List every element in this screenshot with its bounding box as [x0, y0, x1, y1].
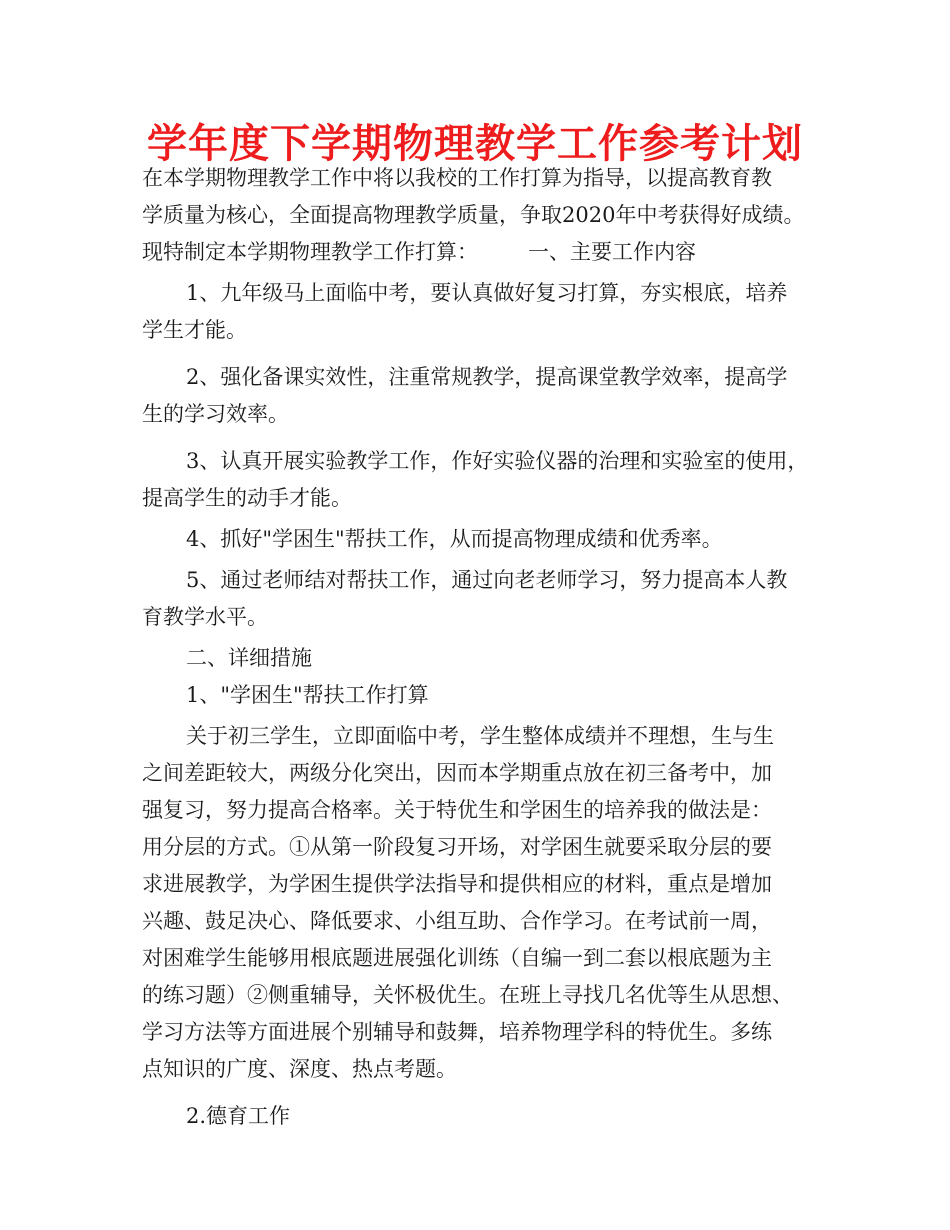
- paragraph-line: 之间差距较大，两级分化突出，因而本学期重点放在初三备考中，加: [142, 761, 772, 785]
- list-item-5-cont: 育教学水平。: [142, 605, 268, 629]
- paragraph-line: 关于初三学生，立即面临中考，学生整体成绩并不理想，生与生: [186, 724, 774, 748]
- paragraph-line: 强复习，努力提高合格率。关于特优生和学困生的培养我的做法是：: [142, 798, 772, 822]
- intro-line: [142, 234, 842, 271]
- list-item-4: 4、抓好"学困生"帮扶工作，从而提高物理成绩和优秀率。: [186, 527, 723, 551]
- paragraph-line: 兴趣、鼓足决心、降低要求、小组互助、合作学习。在考试前一周，: [142, 909, 772, 933]
- paragraph-line: 对困难学生能够用根底题进展强化训练（自编一到二套以根底题为主: [142, 946, 772, 970]
- list-item-3-cont: 提高学生的动手才能。: [142, 486, 352, 510]
- document-body: [142, 160, 842, 1135]
- list-item-1-cont: 学生才能。: [142, 318, 247, 342]
- list-item-2-cont: 生的学习效率。: [142, 402, 289, 426]
- section-heading-2: 二、详细措施: [186, 646, 312, 670]
- intro-text: 现特制定本学期物理教学工作打算：: [142, 240, 478, 264]
- paragraph-line: 点知识的广度、深度、热点考题。: [142, 1057, 457, 1081]
- list-item-1: 1、九年级马上面临中考，要认真做好复习打算，夯实根底，培养: [186, 281, 788, 305]
- subheading-1: 1、"学困生"帮扶工作打算: [186, 683, 429, 707]
- list-item-2: 2、强化备课实效性，注重常规教学，提高课堂教学效率，提高学: [186, 365, 788, 389]
- subheading-2: 2.德育工作: [186, 1104, 291, 1128]
- paragraph-line: 用分层的方式。①从第一阶段复习开场，对学困生就要采取分层的要: [142, 835, 772, 859]
- paragraph-line: 的练习题）②侧重辅导，关怀极优生。在班上寻找几名优等生从思想、: [142, 983, 793, 1007]
- intro-line: 学质量为核心，全面提高物理教学质量，争取2020年中考获得好成绩。: [142, 203, 805, 227]
- paragraph-line: 求进展教学，为学困生提供学法指导和提供相应的材料，重点是增加: [142, 872, 772, 896]
- list-item-3: 3、认真开展实验教学工作，作好实验仪器的治理和实验室的使用，: [186, 449, 809, 473]
- intro-line: 在本学期物理教学工作中将以我校的工作打算为指导，以提高教育教: [142, 166, 772, 190]
- list-item-5: 5、通过老师结对帮扶工作，通过向老老师学习，努力提高本人教: [186, 568, 788, 592]
- paragraph-line: 学习方法等方面进展个别辅导和鼓舞，培养物理学科的特优生。多练: [142, 1020, 772, 1044]
- document-title: 学年度下学期物理教学工作参考计划: [147, 120, 803, 167]
- section-heading-1: 一、主要工作内容: [528, 240, 696, 264]
